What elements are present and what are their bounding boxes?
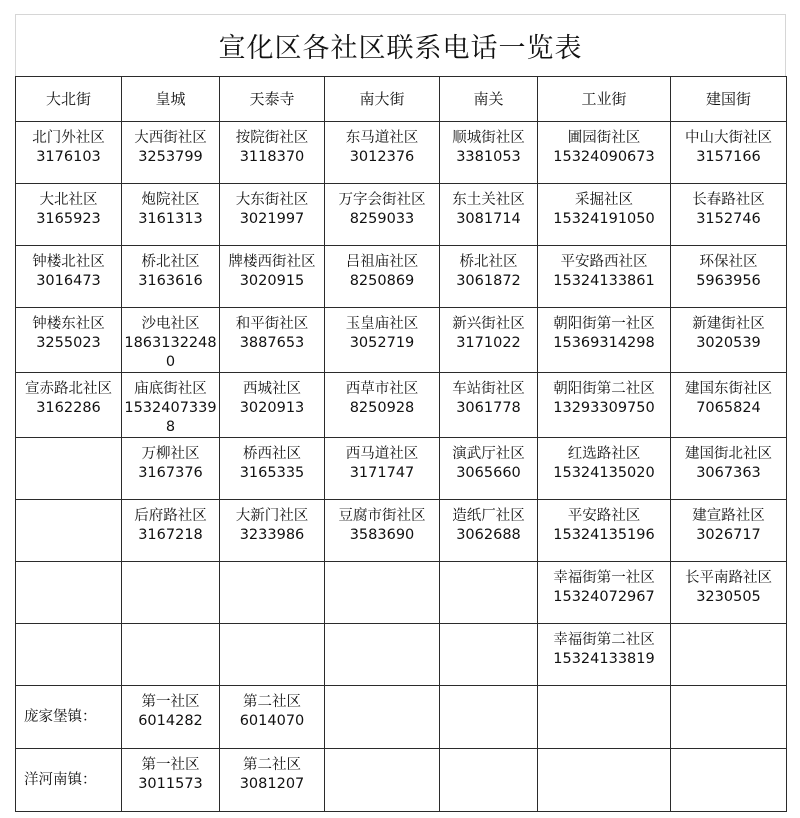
- town-name: 庞家堡镇：: [16, 686, 122, 749]
- cell-content: [327, 624, 437, 631]
- table-cell: [122, 246, 220, 308]
- phone-number: 18631322480: [124, 335, 217, 370]
- cell-content: [442, 562, 535, 569]
- community-name: 演武厅社区: [452, 446, 525, 462]
- cell-content: [124, 500, 217, 545]
- cell-content: [222, 562, 322, 569]
- table-cell: [671, 308, 787, 373]
- cell-content: [327, 562, 437, 569]
- cell-content: [18, 562, 119, 569]
- cell-content: [442, 184, 535, 229]
- header-row: [16, 77, 787, 122]
- community-name: 红选路社区: [567, 446, 641, 462]
- table-row: [16, 438, 787, 500]
- table-body: [16, 77, 787, 812]
- community-name: 牌楼西街社区: [228, 254, 316, 270]
- cell-content: [442, 438, 535, 483]
- table-cell: [325, 184, 440, 246]
- cell-content: [540, 246, 668, 291]
- cell-content: [540, 373, 668, 418]
- table-cell: [325, 308, 440, 373]
- table-cell: [325, 562, 440, 624]
- community-name: 后府路社区: [134, 508, 207, 524]
- table-row: [16, 246, 787, 308]
- table-cell: [538, 562, 671, 624]
- cell-content: [673, 246, 784, 291]
- community-name: 东马道社区: [345, 130, 419, 146]
- cell-content: [442, 500, 535, 545]
- cell-content: [222, 122, 322, 167]
- table-cell: [220, 184, 325, 246]
- community-name: 钟楼东社区: [32, 316, 105, 332]
- cell-content: [124, 686, 217, 731]
- community-name: 第一社区: [141, 757, 200, 773]
- community-name: 北门外社区: [32, 130, 105, 146]
- table-cell: [220, 624, 325, 686]
- cell-content: [18, 624, 119, 631]
- community-name: 沙电社区: [141, 316, 200, 332]
- page-title: 宣化区各社区联系电话一览表: [218, 33, 583, 64]
- phone-number: 3165335: [239, 465, 305, 481]
- table-cell: [538, 308, 671, 373]
- cell-content: [124, 562, 217, 569]
- table-cell: [440, 246, 538, 308]
- column-header: 大北街: [16, 77, 122, 122]
- community-name: 造纸厂社区: [452, 508, 525, 524]
- table-cell: [16, 184, 122, 246]
- community-name: 万字会街社区: [338, 192, 426, 208]
- phone-number: 6014282: [138, 713, 203, 729]
- table-cell: [440, 308, 538, 373]
- cell-content: [540, 562, 668, 607]
- table-cell: [220, 500, 325, 562]
- phone-number: 13293309750: [553, 400, 655, 416]
- community-name: 万柳社区: [141, 446, 200, 462]
- community-name: 和平街社区: [235, 316, 309, 332]
- table-cell: [538, 624, 671, 686]
- cell-content: [124, 184, 217, 229]
- cell-content: [673, 373, 784, 418]
- table-cell: [16, 624, 122, 686]
- cell-content: [673, 438, 784, 483]
- cell-content: [18, 500, 119, 507]
- phone-number: 5963956: [696, 273, 761, 289]
- cell-content: [222, 308, 322, 353]
- phone-number: 3081714: [456, 211, 521, 227]
- town-name: 洋河南镇：: [16, 749, 122, 812]
- table-cell: [671, 246, 787, 308]
- town-row: [16, 749, 787, 812]
- community-name: 朝阳街第二社区: [553, 381, 655, 397]
- phone-number: 3253799: [138, 149, 203, 165]
- cell-content: [18, 308, 119, 353]
- community-name: 桥北社区: [141, 254, 200, 270]
- town-row: [16, 686, 787, 749]
- cell-content: [327, 373, 437, 418]
- table-cell: [440, 562, 538, 624]
- table-cell: [671, 500, 787, 562]
- table-cell: [122, 624, 220, 686]
- cell-content: [327, 122, 437, 167]
- table-cell: [325, 122, 440, 184]
- community-name: 建国东街社区: [685, 381, 772, 397]
- phone-number: 7065824: [696, 400, 761, 416]
- table-cell: [440, 438, 538, 500]
- cell-content: [222, 246, 322, 291]
- cell-content: [442, 624, 535, 631]
- community-name: 豆腐市街社区: [338, 508, 426, 524]
- table-cell: [440, 749, 538, 812]
- table-cell: [16, 122, 122, 184]
- phone-number: 15324133861: [553, 273, 655, 289]
- community-name: 车站街社区: [452, 381, 525, 397]
- cell-content: [673, 500, 784, 545]
- table-cell: [671, 184, 787, 246]
- table-cell: [538, 500, 671, 562]
- table-cell: [122, 308, 220, 373]
- table-cell: [440, 184, 538, 246]
- table-cell: [325, 624, 440, 686]
- cell-content: [222, 686, 322, 731]
- community-name: 中山大街社区: [685, 130, 772, 146]
- phone-number: 3062688: [456, 527, 521, 543]
- community-name: 长平南路社区: [685, 570, 772, 586]
- cell-content: [673, 122, 784, 167]
- phone-number: 15324135020: [553, 465, 655, 481]
- cell-content: [673, 308, 784, 353]
- community-name: 大东街社区: [235, 192, 309, 208]
- cell-content: [327, 438, 437, 483]
- community-name: 大北社区: [39, 192, 98, 208]
- column-header: 建国街: [671, 77, 787, 122]
- table-cell: [122, 373, 220, 438]
- table-cell: [220, 308, 325, 373]
- table-cell: [220, 562, 325, 624]
- cell-content: [222, 500, 322, 545]
- phone-number: 3171022: [456, 335, 521, 351]
- table-row: [16, 184, 787, 246]
- community-name: 建国街北社区: [685, 446, 772, 462]
- table-cell: [122, 438, 220, 500]
- phone-number: 3162286: [36, 400, 101, 416]
- phone-number: 3020915: [239, 273, 305, 289]
- table-cell: [671, 686, 787, 749]
- community-name: 炮院社区: [141, 192, 200, 208]
- phone-number: 3157166: [696, 149, 761, 165]
- table-cell: [538, 184, 671, 246]
- cell-content: [540, 438, 668, 483]
- cell-content: [327, 184, 437, 229]
- cell-content: [124, 308, 217, 372]
- table-cell: [440, 624, 538, 686]
- contact-table: [15, 76, 787, 812]
- table-cell: [538, 749, 671, 812]
- phone-number: 3152746: [696, 211, 761, 227]
- table-cell: [122, 686, 220, 749]
- community-name: 新建街社区: [692, 316, 765, 332]
- cell-content: [327, 500, 437, 545]
- cell-content: [124, 438, 217, 483]
- table-row: [16, 500, 787, 562]
- table-row: [16, 624, 787, 686]
- community-name: 长春路社区: [692, 192, 765, 208]
- community-name: 西城社区: [243, 381, 301, 397]
- table-cell: [325, 749, 440, 812]
- column-header: 皇城: [122, 77, 220, 122]
- phone-number: 3230505: [696, 589, 761, 605]
- phone-number: 3081207: [239, 776, 305, 792]
- table-cell: [16, 438, 122, 500]
- community-name: 桥北社区: [459, 254, 518, 270]
- community-name: 庙底街社区: [134, 381, 207, 397]
- cell-content: [673, 562, 784, 607]
- table-cell: [16, 246, 122, 308]
- phone-number: 8250869: [349, 273, 415, 289]
- table-cell: [538, 373, 671, 438]
- cell-content: [124, 373, 217, 437]
- table-row: [16, 562, 787, 624]
- table-cell: [325, 246, 440, 308]
- table-cell: [122, 500, 220, 562]
- phone-number: 3176103: [36, 149, 101, 165]
- title-box: [15, 14, 786, 76]
- table-cell: [671, 749, 787, 812]
- table-row: [16, 373, 787, 438]
- phone-number: 8250928: [349, 400, 415, 416]
- column-header: 南关: [440, 77, 538, 122]
- community-name: 圃园街社区: [567, 130, 641, 146]
- phone-number: 3011573: [138, 776, 203, 792]
- phone-number: 3233986: [239, 527, 305, 543]
- phone-number: 3026717: [696, 527, 761, 543]
- cell-content: [222, 624, 322, 631]
- table-row: [16, 308, 787, 373]
- phone-number: 3061778: [456, 400, 521, 416]
- table-row: [16, 122, 787, 184]
- community-name: 建宣路社区: [692, 508, 765, 524]
- table-cell: [16, 500, 122, 562]
- table-cell: [16, 373, 122, 438]
- community-name: 玉皇庙社区: [345, 316, 419, 332]
- phone-number: 3021997: [239, 211, 305, 227]
- cell-content: [442, 373, 535, 418]
- phone-number: 3020539: [696, 335, 761, 351]
- phone-number: 15324072967: [553, 589, 655, 605]
- table-cell: [122, 749, 220, 812]
- community-name: 按院街社区: [235, 130, 309, 146]
- table-cell: [440, 373, 538, 438]
- table-cell: [16, 562, 122, 624]
- column-header: 天泰寺: [220, 77, 325, 122]
- phone-number: 6014070: [239, 713, 305, 729]
- phone-number: 3381053: [456, 149, 521, 165]
- table-cell: [325, 686, 440, 749]
- table-cell: [325, 438, 440, 500]
- table-cell: [220, 122, 325, 184]
- table-cell: [671, 562, 787, 624]
- table-cell: [440, 122, 538, 184]
- phone-number: 15324191050: [553, 211, 655, 227]
- phone-number: 3052719: [349, 335, 415, 351]
- community-name: 新兴街社区: [452, 316, 525, 332]
- phone-number: 3583690: [349, 527, 415, 543]
- cell-content: [327, 308, 437, 353]
- phone-number: 15324135196: [553, 527, 655, 543]
- cell-content: [673, 184, 784, 229]
- table-cell: [671, 624, 787, 686]
- table-cell: [538, 686, 671, 749]
- table-cell: [220, 246, 325, 308]
- community-name: 幸福街第二社区: [553, 632, 655, 648]
- cell-content: [540, 122, 668, 167]
- phone-number: 3020913: [239, 400, 305, 416]
- cell-content: [18, 184, 119, 229]
- cell-content: [18, 373, 119, 418]
- phone-number: 3165923: [36, 211, 101, 227]
- cell-content: [442, 122, 535, 167]
- phone-number: 15324073398: [124, 400, 217, 435]
- phone-number: 8259033: [349, 211, 415, 227]
- phone-number: 3887653: [239, 335, 305, 351]
- phone-number: 3118370: [239, 149, 305, 165]
- community-name: 西马道社区: [345, 446, 419, 462]
- community-name: 大新门社区: [235, 508, 309, 524]
- cell-content: [673, 624, 784, 631]
- community-name: 采掘社区: [575, 192, 633, 208]
- phone-number: 3171747: [349, 465, 415, 481]
- table-cell: [122, 184, 220, 246]
- table-cell: [671, 122, 787, 184]
- community-name: 吕祖庙社区: [345, 254, 419, 270]
- cell-content: [222, 373, 322, 418]
- phone-number: 3016473: [36, 273, 101, 289]
- phone-number: 15324133819: [553, 651, 655, 667]
- table-cell: [220, 686, 325, 749]
- table-cell: [538, 122, 671, 184]
- phone-number: 3167218: [138, 527, 203, 543]
- column-header: 工业街: [538, 77, 671, 122]
- cell-content: [222, 184, 322, 229]
- phone-number: 15369314298: [553, 335, 655, 351]
- community-name: 平安路西社区: [560, 254, 648, 270]
- table-cell: [440, 686, 538, 749]
- community-name: 宣赤路北社区: [25, 381, 112, 397]
- cell-content: [124, 122, 217, 167]
- cell-content: [124, 749, 217, 794]
- phone-number: 3061872: [456, 273, 521, 289]
- table-cell: [122, 122, 220, 184]
- cell-content: [18, 122, 119, 167]
- community-name: 钟楼北社区: [32, 254, 105, 270]
- phone-number: 3067363: [696, 465, 761, 481]
- cell-content: [327, 246, 437, 291]
- table-cell: [122, 562, 220, 624]
- cell-content: [222, 749, 322, 794]
- table-cell: [325, 500, 440, 562]
- phone-number: 3167376: [138, 465, 203, 481]
- table-cell: [440, 500, 538, 562]
- cell-content: [18, 438, 119, 445]
- cell-content: [540, 624, 668, 669]
- phone-number: 3065660: [456, 465, 521, 481]
- table-cell: [538, 246, 671, 308]
- table-cell: [16, 308, 122, 373]
- cell-content: [540, 500, 668, 545]
- phone-number: 15324090673: [553, 149, 655, 165]
- community-name: 平安路社区: [567, 508, 641, 524]
- community-name: 西草市社区: [345, 381, 419, 397]
- community-name: 顺城街社区: [452, 130, 525, 146]
- community-name: 大西街社区: [134, 130, 207, 146]
- community-name: 幸福街第一社区: [553, 570, 655, 586]
- phone-number: 3255023: [36, 335, 101, 351]
- column-header: 南大街: [325, 77, 440, 122]
- community-name: 环保社区: [699, 254, 758, 270]
- table-cell: [671, 438, 787, 500]
- phone-number: 3012376: [349, 149, 415, 165]
- community-name: 桥西社区: [243, 446, 301, 462]
- cell-content: [124, 624, 217, 631]
- community-name: 第一社区: [141, 694, 200, 710]
- cell-content: [18, 246, 119, 291]
- community-name: 第二社区: [243, 757, 301, 773]
- table-cell: [325, 373, 440, 438]
- cell-content: [442, 246, 535, 291]
- community-name: 东土关社区: [452, 192, 525, 208]
- community-name: 第二社区: [243, 694, 301, 710]
- community-name: 朝阳街第一社区: [553, 316, 655, 332]
- cell-content: [124, 246, 217, 291]
- phone-number: 3163616: [138, 273, 203, 289]
- cell-content: [540, 308, 668, 353]
- cell-content: [540, 184, 668, 229]
- table-cell: [538, 438, 671, 500]
- phone-number: 3161313: [138, 211, 203, 227]
- table-cell: [671, 373, 787, 438]
- table-cell: [220, 438, 325, 500]
- table-cell: [220, 373, 325, 438]
- cell-content: [442, 308, 535, 353]
- cell-content: [222, 438, 322, 483]
- table-cell: [220, 749, 325, 812]
